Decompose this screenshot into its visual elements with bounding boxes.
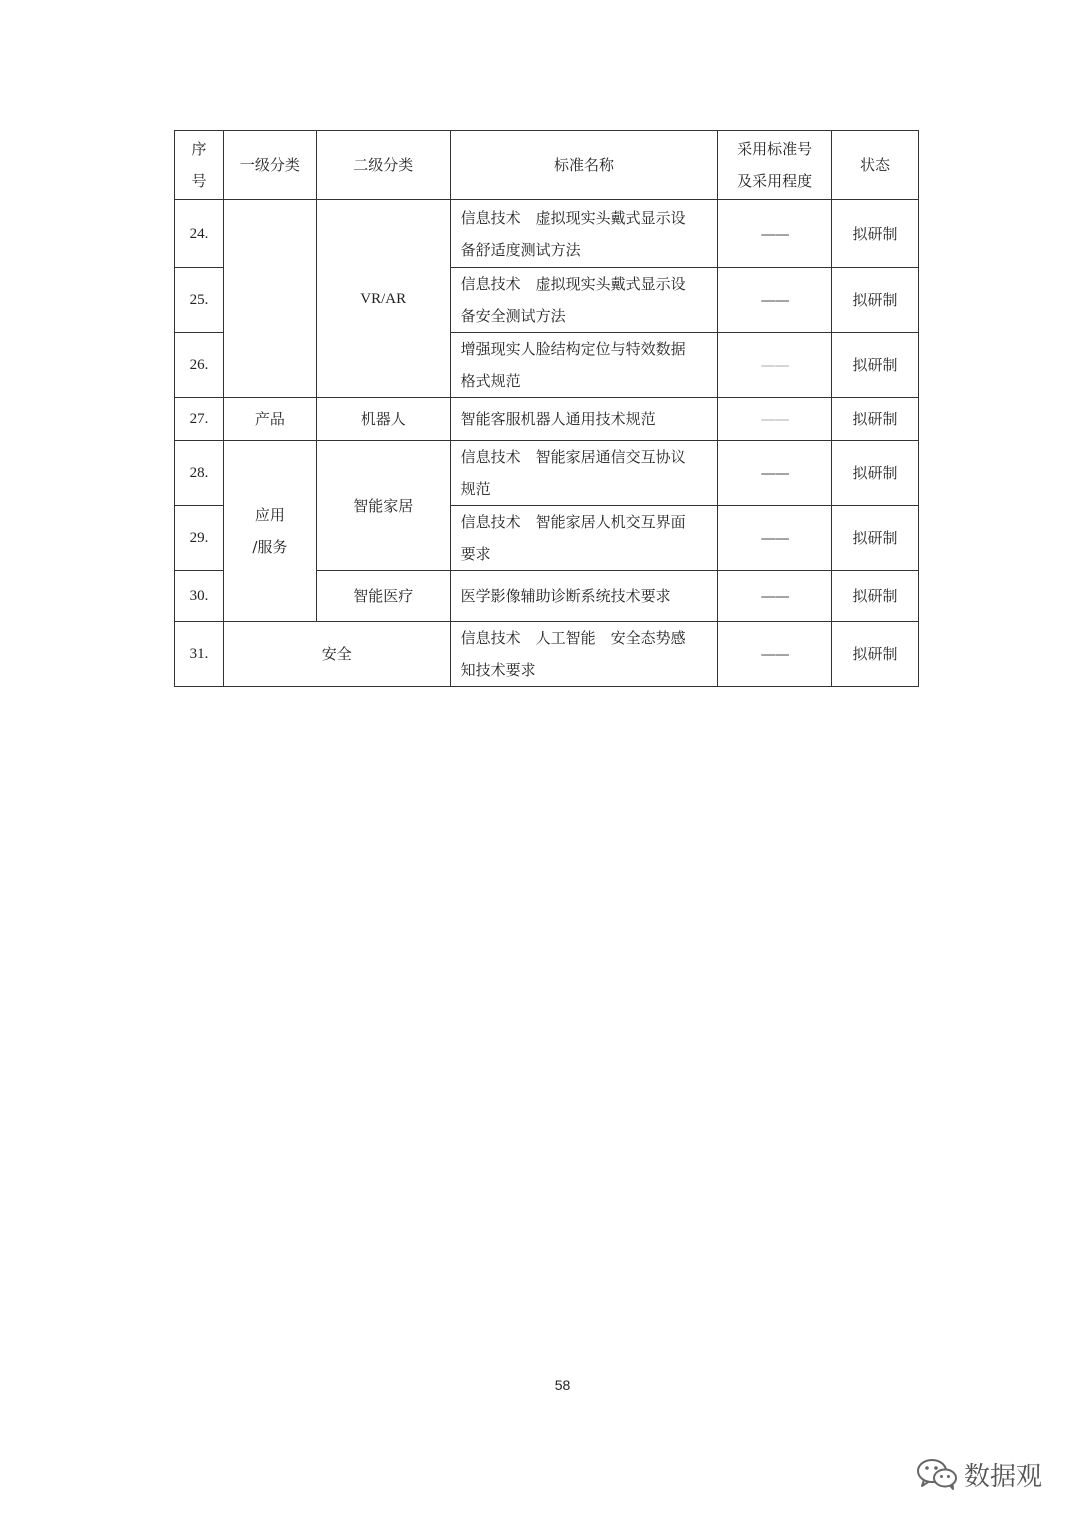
level1-app-service: 应用 /服务: [223, 441, 316, 622]
table-row: 30. 智能医疗 医学影像辅助诊断系统技术要求 —— 拟研制: [175, 571, 919, 622]
status-value: 拟研制: [832, 200, 919, 268]
adopt-value: ——: [718, 441, 832, 506]
header-level1: 一级分类: [223, 131, 316, 200]
standard-name: 增强现实人脸结构定位与特效数据 格式规范: [450, 333, 718, 398]
header-seq: 序 号: [175, 131, 224, 200]
wechat-icon: [916, 1457, 958, 1491]
header-row: [175, 131, 919, 200]
header-adopt: 采用标准号 及采用程度: [718, 131, 832, 200]
table-row: 26. 增强现实人脸结构定位与特效数据 格式规范 —— 拟研制: [175, 333, 919, 398]
level1-empty-cell: [223, 200, 316, 398]
standard-name: 信息技术 人工智能 安全态势感 知技术要求: [450, 622, 718, 687]
page-number: 58: [554, 1377, 571, 1393]
watermark: [916, 1454, 1042, 1494]
status-value: 拟研制: [832, 441, 919, 506]
table-row: 31. 安全 信息技术 人工智能 安全态势感 知技术要求 —— 拟研制: [175, 622, 919, 687]
standard-name: 信息技术 智能家居人机交互界面 要求: [450, 506, 718, 571]
standards-table: [174, 130, 919, 687]
status-value: 拟研制: [832, 571, 919, 622]
standard-name: 智能客服机器人通用技术规范: [450, 398, 718, 441]
header-name: 标准名称: [450, 131, 718, 200]
status-value: 拟研制: [832, 398, 919, 441]
status-value: 拟研制: [832, 333, 919, 398]
table-row: 29. 信息技术 智能家居人机交互界面 要求 —— 拟研制: [175, 506, 919, 571]
adopt-value: ——: [718, 622, 832, 687]
standard-name: 信息技术 虚拟现实头戴式显示设 备舒适度测试方法: [450, 200, 718, 268]
adopt-value: ——: [718, 506, 832, 571]
adopt-value: ——: [718, 333, 832, 398]
adopt-value: ——: [718, 200, 832, 268]
status-value: 拟研制: [832, 506, 919, 571]
level2-vrar: VR/AR: [316, 200, 450, 398]
adopt-value: ——: [718, 268, 832, 333]
table-row: 24. VR/AR 信息技术 虚拟现实头戴式显示设 备舒适度测试方法 —— 拟研制: [175, 200, 919, 268]
status-value: 拟研制: [832, 622, 919, 687]
standard-name: 信息技术 虚拟现实头戴式显示设 备安全测试方法: [450, 268, 718, 333]
standard-name: 信息技术 智能家居通信交互协议 规范: [450, 441, 718, 506]
level1-security: 安全: [223, 622, 450, 687]
table-row: 28. 应用 /服务 智能家居 信息技术 智能家居通信交互协议 规范 —— 拟研制: [175, 441, 919, 506]
adopt-value: ——: [718, 571, 832, 622]
level2-smart-home: 智能家居: [316, 441, 450, 571]
adopt-value: ——: [718, 398, 832, 441]
header-level2: 二级分类: [316, 131, 450, 200]
table-row: 25. 信息技术 虚拟现实头戴式显示设 备安全测试方法 —— 拟研制: [175, 268, 919, 333]
header-status: 状态: [832, 131, 919, 200]
watermark-text: 数据观: [964, 1461, 1043, 1492]
status-value: 拟研制: [832, 268, 919, 333]
standard-name: 医学影像辅助诊断系统技术要求: [450, 571, 718, 622]
level1-product: 产品: [223, 398, 316, 441]
table-row: 27. 产品 机器人 智能客服机器人通用技术规范 —— 拟研制: [175, 398, 919, 441]
level2-smart-medical: 智能医疗: [316, 571, 450, 622]
level2-robot: 机器人: [316, 398, 450, 441]
